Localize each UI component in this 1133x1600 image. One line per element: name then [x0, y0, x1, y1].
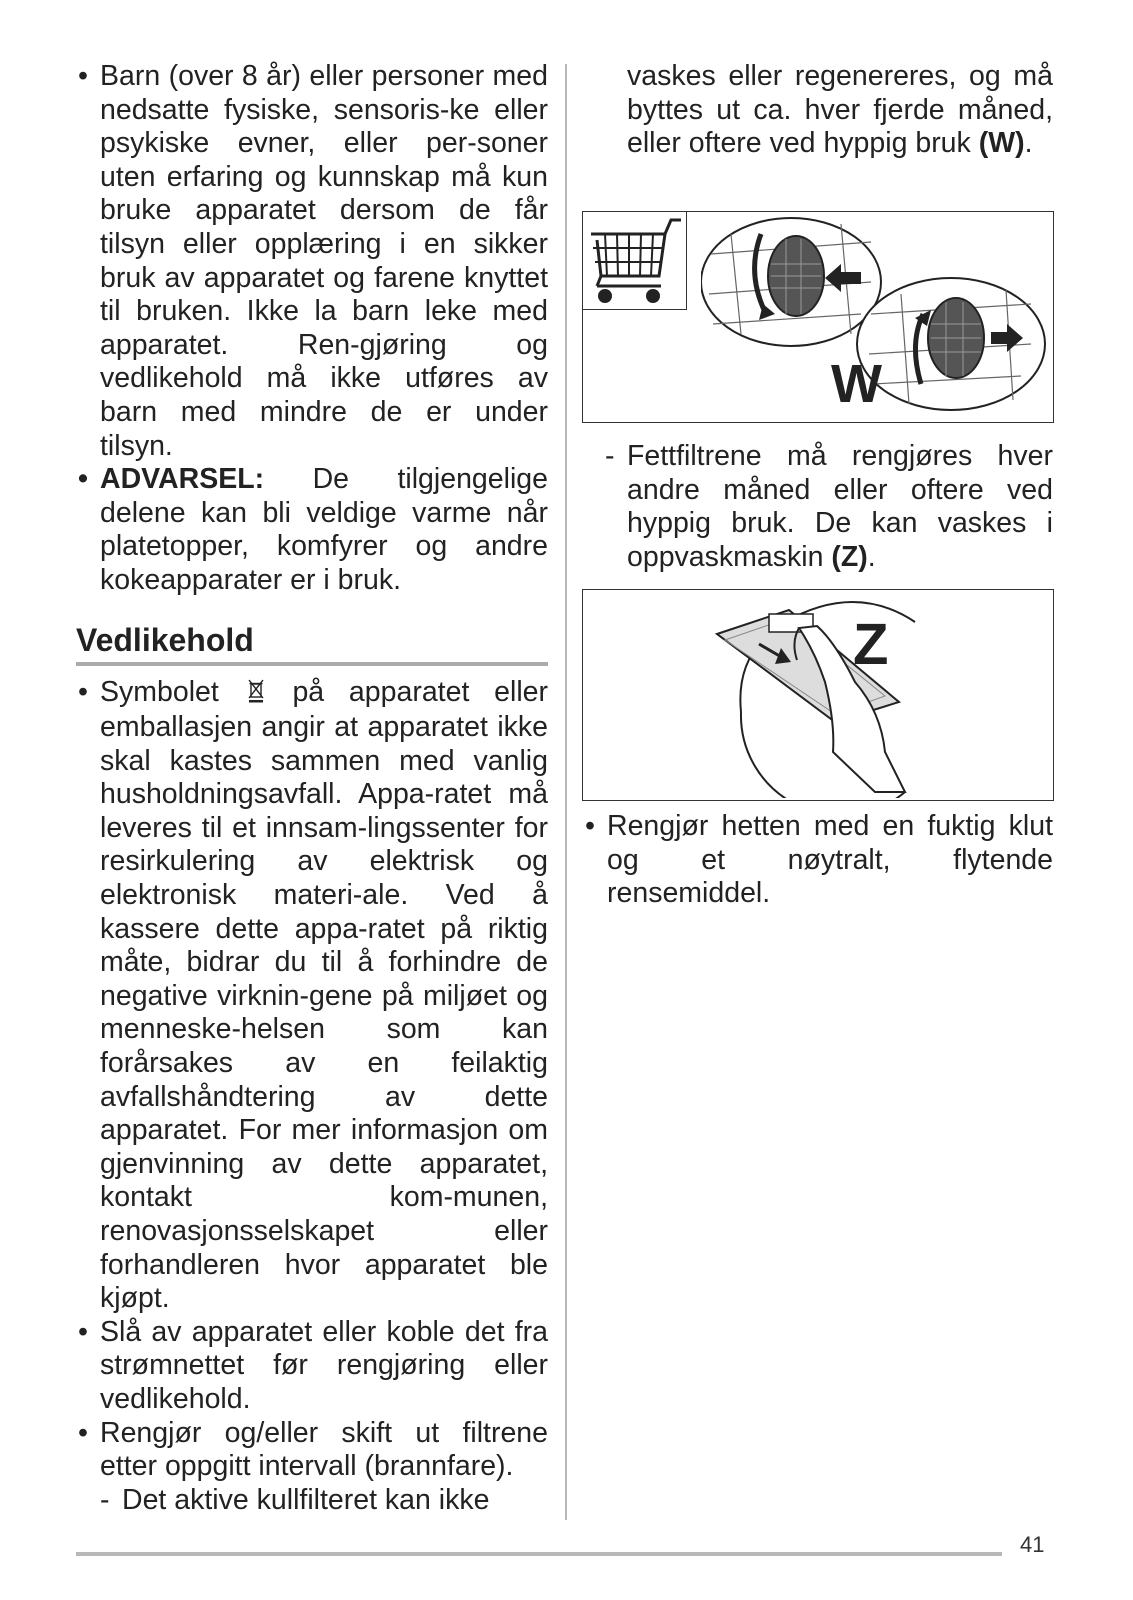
- dash-icon: -: [100, 1483, 110, 1516]
- item-text: Barn (over 8 år) eller personer med nedsatte fysiske, sensoris-ke eller psykiske evner, eller per-soner uten erfaring og kunnskap må kun bruke apparatet dersom de får tilsyn eller opplæring i en sikker bruk av apparatet og farene knyttet til bruken. Ikke la barn leke med apparatet. Ren-gjøring og vedlikehold må ikke utføres av barn med mindre de er under tilsyn.: [100, 60, 548, 462]
- bullet-icon: •: [78, 675, 88, 708]
- crossed-out-bin-icon: [248, 678, 264, 712]
- item-text: Symbolet: [100, 675, 219, 708]
- figure-grease-filter: [582, 589, 1054, 801]
- shopping-cart-icon: [583, 212, 687, 310]
- figure-ref: (Z): [831, 540, 868, 573]
- item-text: på apparatet eller emballasjen angir at apparatet ikke skal kastes sammen med vanlig husholdningsavfall. Appa-ratet må leveres til et innsam-lingssenter for resirkulering av elektrisk og elektronisk materi-ale. Ved å kassere dette appa-ratet på riktig måte, bidrar du til å forhindre de negative virknin-gene på miljøet og menneske-helsen som kan forårsakes av en feilaktig avfallshåndtering av dette apparatet. For mer informasjon om gjenvinning av dette apparatet, kontakt kom-munen, renovasjonsselskapet eller forhandleren hvor apparatet ble kjøpt.: [100, 675, 549, 1315]
- grease-filter-removal-illustration: [585, 592, 1051, 798]
- punctuation: .: [867, 540, 876, 573]
- sub-list-item: [583, 440, 1053, 574]
- list-item: [76, 676, 548, 1316]
- punctuation: .: [1024, 127, 1033, 160]
- section-heading: Vedlikehold: [76, 620, 548, 666]
- continued-text: [583, 60, 1053, 161]
- figure-charcoal-filter: [582, 211, 1054, 423]
- item-text: Slå av apparatet eller koble det fra strømnettet før rengjøring eller vedlikehold.: [100, 1315, 548, 1415]
- list-item: [583, 810, 1053, 911]
- warning-label: ADVARSEL:: [100, 463, 265, 496]
- page-number: 41: [1020, 1532, 1045, 1557]
- figure-letter-z: Z: [853, 612, 889, 677]
- list-item: [76, 60, 548, 463]
- item-text: Det aktive kullfilteret kan ikke: [122, 1483, 490, 1516]
- right-column: [583, 60, 1053, 161]
- list-item: [76, 1316, 548, 1417]
- item-text: Rengjør hetten med en fuktig klut og et nøytralt, flytende rensemiddel.: [607, 810, 1053, 910]
- bullet-icon: •: [78, 1416, 88, 1449]
- bullet-icon: •: [78, 463, 88, 496]
- bullet-icon: •: [78, 60, 88, 92]
- figure-letter-w: W: [831, 354, 882, 414]
- right-column-bottom: [583, 810, 1053, 911]
- figure-ref: (W): [978, 127, 1025, 160]
- list-item: [76, 1417, 548, 1484]
- footer-rule: [76, 1552, 1002, 1556]
- list-item: [76, 463, 548, 597]
- item-text: vaskes eller regenereres, og må byttes ut ca. hver fjerde måned, eller oftere ved hyppig bruk: [627, 60, 1053, 160]
- item-text: De tilgjengelige delene kan bli veldige varme når platetopper, komfyrer og andre kokeapparater er i bruk.: [100, 463, 548, 596]
- item-text: Rengjør og/eller skift ut filtrene etter oppgitt intervall (brannfare).: [100, 1416, 548, 1483]
- bullet-icon: •: [585, 810, 595, 842]
- right-column-middle: [583, 440, 1053, 574]
- item-text: Fettfiltrene må rengjøres hver andre måned eller oftere ved hyppig bruk. De kan vaskes i oppvaskmaskin: [627, 440, 1053, 573]
- sub-list-item: [76, 1484, 548, 1518]
- column-divider: [565, 64, 567, 1520]
- bullet-icon: •: [78, 1315, 88, 1348]
- left-column: [76, 60, 548, 1517]
- dash-icon: -: [605, 440, 615, 472]
- filter-replacement-illustration: [701, 214, 1051, 420]
